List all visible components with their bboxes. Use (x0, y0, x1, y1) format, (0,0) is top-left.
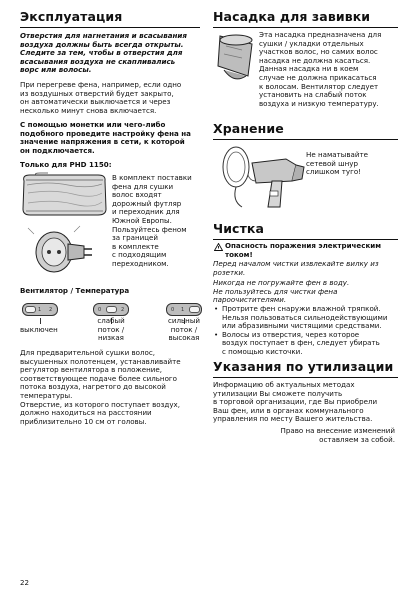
voltage-setting-paragraph: С помощью монетки или чего-либо подобного проведите настройку фена на значение напряжения в сети, к которой он подключается. (20, 120, 191, 155)
switch-knob (189, 306, 200, 313)
list-item: • Волосы из отверстия, через которое воздух поступает в фен, следует убирать с помощью кисточки. (213, 331, 388, 357)
overheat-paragraph: При перегреве фена, например, если одно из воздушных отверстий будет закрыто, он автоматически выключается и через несколько минут снова включается. (20, 80, 182, 115)
section-rule (20, 27, 200, 28)
section-rule (213, 139, 398, 140)
switch-low-illustration: 0 2 (93, 303, 129, 316)
switch-knob (25, 306, 36, 313)
plug-adapter-illustration (24, 222, 94, 282)
section-title-disposal: Указания по утилизации (213, 359, 394, 374)
phd-paragraph: В комплект поставки фена для сушки волос входят дорожный футляр и переходник для Южной Европы. Пользуйтесь феном за границей в комплекте с подходящим переходником. (112, 173, 192, 268)
list-item: • Протрите фен снаружи влажной тряпкой. Нельзя пользоваться сильнодействующими или абразивными чистящими средствами. (213, 305, 388, 331)
warning-triangle-icon (214, 243, 223, 251)
hairdryer-storage-illustration (212, 141, 308, 213)
switch-label-off: выключен (20, 325, 58, 334)
switch-label-low: слабый поток / низкая (97, 316, 125, 343)
section-title-storage: Хранение (213, 121, 284, 136)
switch-high-illustration: 0 1 (166, 303, 202, 316)
leader-line (40, 318, 41, 324)
nozzle-paragraph: Эта насадка предназначена для сушки / укладки отдельных участков волос, но самих волос насадка не должна касаться. Данная насадка ни в коем случае не должна прикасаться к волосам. Вентилятор следует установить на слабый поток воздуха и низкую температуру. (259, 30, 382, 108)
storage-paragraph: Не наматывайте сетевой шнур слишком туго! (306, 150, 369, 177)
predry-paragraph: Для предварительной сушки волос, высушенных полотенцем, устанавливайте регулятор вентилятора в положение, соответствующее подаче более сильного потока воздуха, нагретого до высокой температуры. Отверстие, из которого поступает воздух, должно находиться на расстоянии приблизительно 10 см от головы. (20, 348, 181, 426)
no-water-instruction: Никогда не погружайте фен в воду. Не пользуйтесь для чистки фена пароочистителями. (213, 278, 350, 305)
fan-temperature-heading: Вентилятор / Температура (20, 286, 130, 295)
switch-label-high: сильный поток / высокая (167, 316, 201, 343)
switch-knob (106, 306, 117, 313)
rights-reserved-note: Право на внесение изменений оставляем за собой. (280, 426, 395, 444)
section-title-cleaning: Чистка (213, 221, 265, 236)
switch-off-illustration: 1 2 (22, 303, 58, 316)
section-title-operation: Эксплуатация (20, 9, 123, 24)
cleaning-list (213, 305, 388, 357)
disposal-paragraph: Информацию об актуальных методах утилизации Вы сможете получить в торговой организации, где Вы приобрели Ваш фен, или в органах коммунального управления по месту Вашего жительства. (213, 380, 378, 424)
unplug-instruction: Перед началом чистки извлекайте вилку из розетки. (213, 259, 379, 277)
nozzle-illustration (212, 30, 260, 86)
section-title-nozzle: Насадка для завивки (213, 9, 371, 24)
travel-case-illustration (18, 171, 110, 221)
electric-shock-danger: Опасность поражения электрическим током! (225, 241, 382, 259)
section-rule (213, 377, 398, 378)
section-rule (213, 27, 398, 28)
airflow-warning: Отверстия для нагнетания и всасывания воздуха должны быть всегда открыты. Следите за тем, чтобы в отверстия для всасывания воздуха не скапливались ворс или волосы. (20, 31, 187, 75)
section-rule (213, 239, 398, 240)
page-number: 22 (20, 578, 30, 587)
phd-heading: Только для PHD 1150: (20, 160, 112, 169)
